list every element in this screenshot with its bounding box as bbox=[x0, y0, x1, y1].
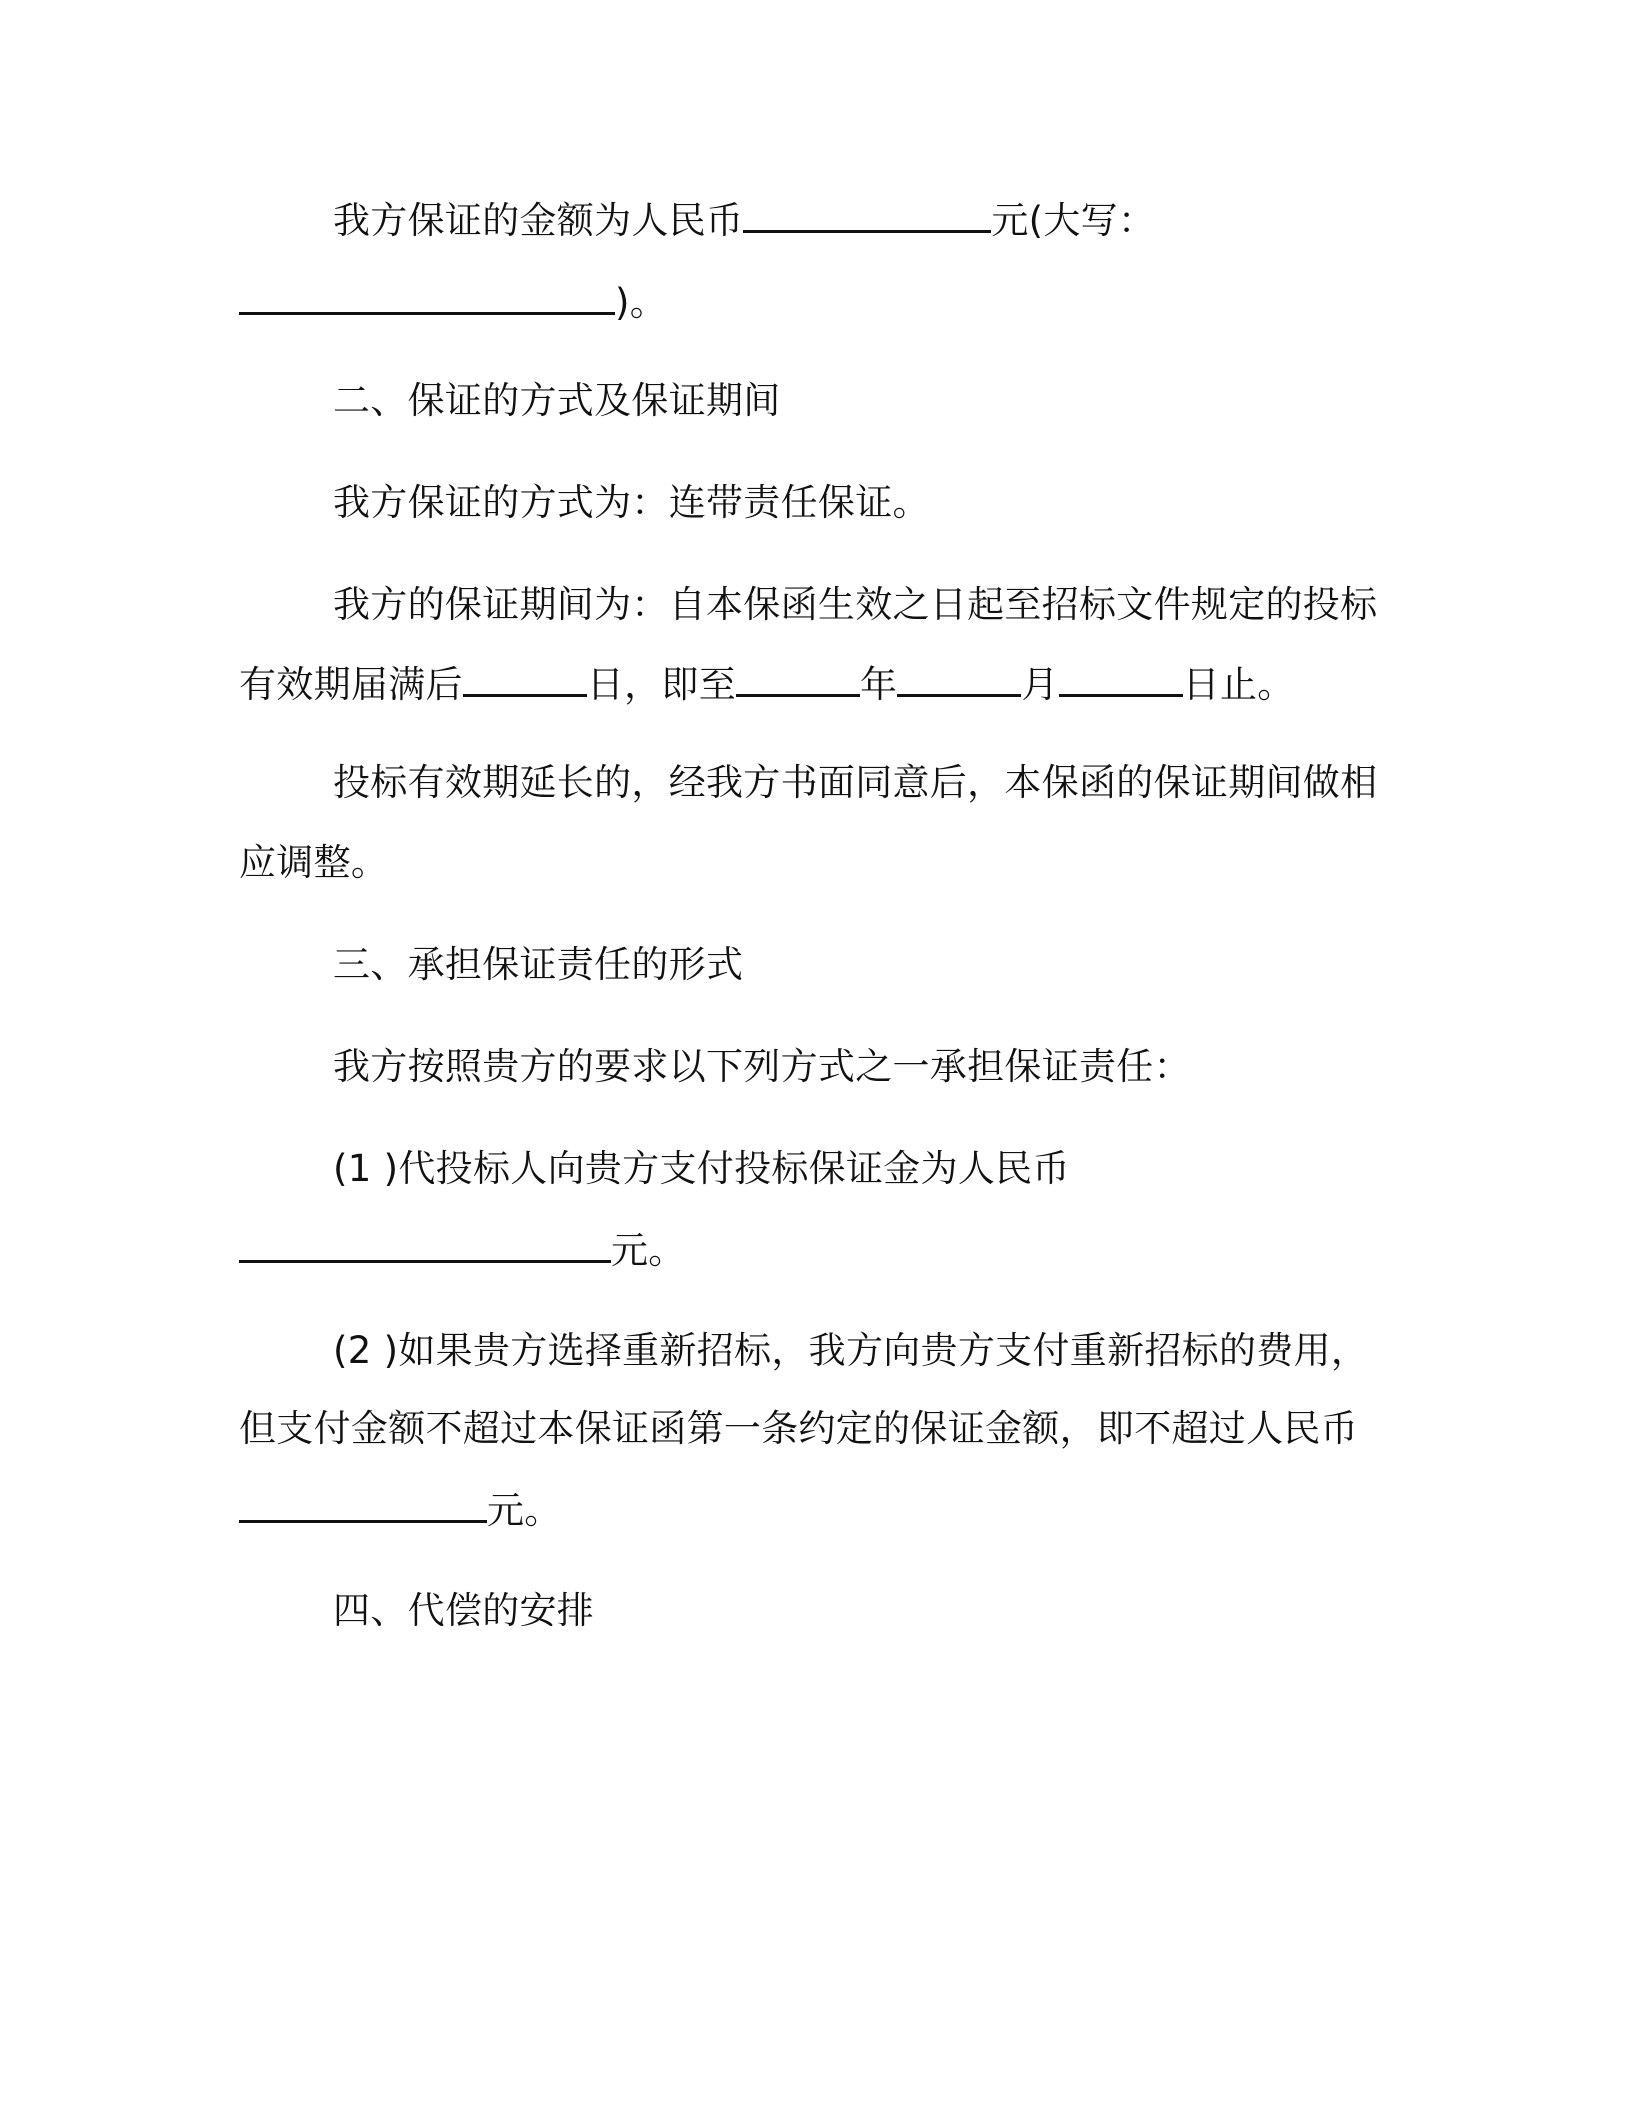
item-2-line-2: 但支付金额不超过本保证函第一条约定的保证金额，即不超过人民币 bbox=[239, 1407, 1358, 1450]
validity-extension-line-2: 应调整。 bbox=[239, 841, 389, 884]
item-1-line-2 bbox=[239, 1229, 686, 1272]
amount-uppercase-label: 元(大写： bbox=[991, 199, 1156, 242]
section-2-heading: 二、保证的方式及保证期间 bbox=[333, 379, 781, 422]
validity-extension-line-1: 投标有效期延长的，经我方书面同意后，本保函的保证期间做相 bbox=[333, 761, 1378, 804]
guarantee-period-line-1: 我方的保证期间为：自本保函生效之日起至招标文件规定的投标 bbox=[333, 583, 1378, 626]
amount-label: 我方保证的金额为人民币 bbox=[333, 199, 744, 242]
amount-paragraph-line-1 bbox=[333, 199, 1156, 242]
amount-blank bbox=[743, 200, 991, 233]
period-label: 有效期届满后 bbox=[239, 663, 463, 706]
month-label: 月 bbox=[1021, 663, 1059, 706]
year-label: 年 bbox=[860, 663, 898, 706]
item-1-yuan: 元。 bbox=[611, 1229, 686, 1272]
item-2-amount-blank bbox=[239, 1490, 487, 1523]
item-2-yuan: 元。 bbox=[487, 1489, 562, 1532]
amount-paragraph-line-2 bbox=[239, 281, 668, 324]
guarantee-method-paragraph: 我方保证的方式为：连带责任保证。 bbox=[333, 481, 930, 524]
item-2-line-1: (2 )如果贵方选择重新招标，我方向贵方支付重新招标的费用， bbox=[333, 1329, 1369, 1372]
day-blank bbox=[1059, 664, 1183, 697]
day-end-label: 日止。 bbox=[1182, 663, 1295, 706]
amount-uppercase-close: )。 bbox=[615, 281, 668, 324]
section-3-heading: 三、承担保证责任的形式 bbox=[333, 943, 744, 986]
period-until-label: 日，即至 bbox=[586, 663, 737, 706]
item-1-amount-blank bbox=[239, 1230, 611, 1263]
item-1-line-1: (1 )代投标人向贵方支付投标保证金为人民币 bbox=[333, 1147, 1070, 1190]
days-blank bbox=[463, 664, 587, 697]
item-2-line-3 bbox=[239, 1489, 562, 1532]
amount-uppercase-blank bbox=[239, 282, 615, 315]
section-4-heading: 四、代偿的安排 bbox=[333, 1589, 595, 1632]
guarantee-period-line-2 bbox=[239, 663, 1295, 706]
liability-forms-intro: 我方按照贵方的要求以下列方式之一承担保证责任： bbox=[333, 1045, 1191, 1088]
year-blank bbox=[736, 664, 860, 697]
month-blank bbox=[897, 664, 1021, 697]
